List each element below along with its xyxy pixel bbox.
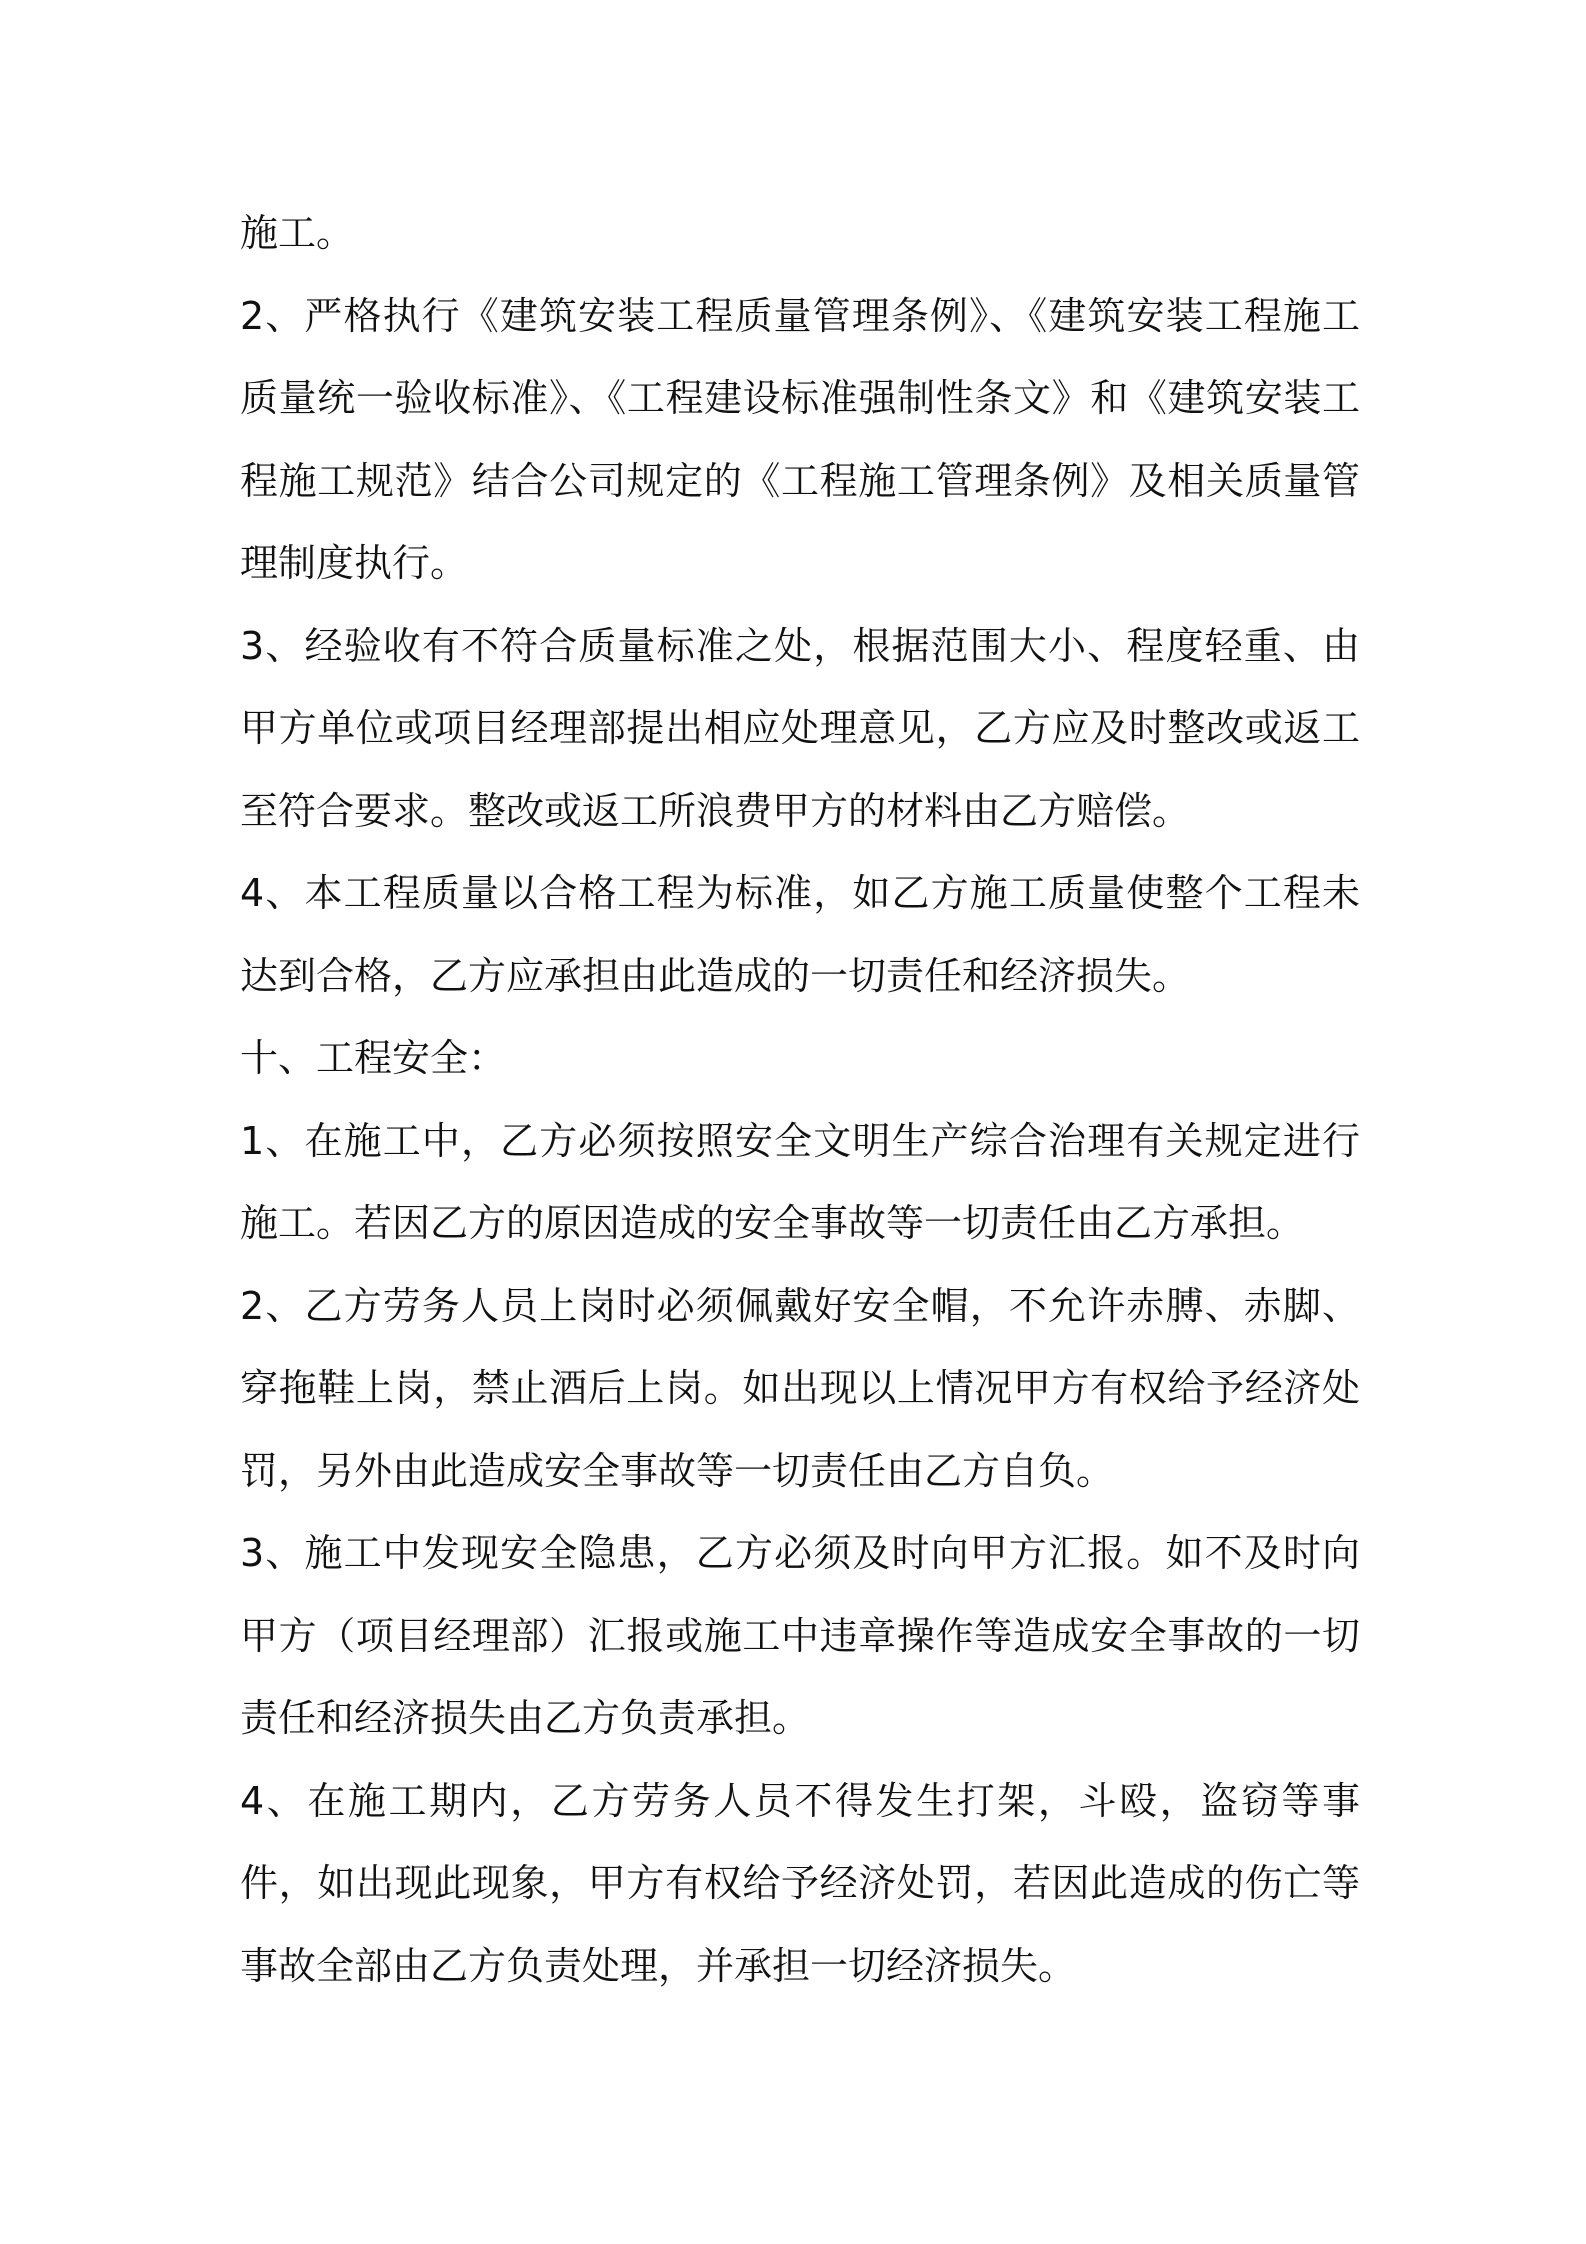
paragraph-safety-compliance: 1、在施工中，乙方必须按照安全文明生产综合治理有关规定进行施工。若因乙方的原因造成的安全事故等一切责任由乙方承担。 [240, 1118, 1360, 1245]
paragraph-quality-standards: 2、严格执行《建筑安装工程质量管理条例》、《建筑安装工程施工质量统一验收标准》、《工程建设标准强制性条文》和《建筑安装工程施工规范》结合公司规定的《工程施工管理条例》及相关质量管理制度执行。 [240, 293, 1360, 585]
section-heading-safety: 十、工程安全： [240, 1036, 507, 1080]
paragraph-safety-hazard-report: 3、施工中发现安全隐患，乙方必须及时向甲方汇报。如不及时向甲方（项目经理部）汇报或施工中违章操作等造成安全事故的一切责任和经济损失由乙方负责承担。 [240, 1531, 1360, 1740]
document-body [240, 192, 1360, 2007]
paragraph-construction-continued: 施工。 [240, 211, 355, 255]
paragraph-quality-rectification: 3、经验收有不符合质量标准之处，根据范围大小、程度轻重、由甲方单位或项目经理部提出相应处理意见，乙方应及时整改或返工至符合要求。整改或返工所浪费甲方的材料由乙方赔偿。 [240, 623, 1360, 833]
paragraph-safety-helmet: 2、乙方劳务人员上岗时必须佩戴好安全帽，不允许赤膊、赤脚、穿拖鞋上岗，禁止酒后上岗。如出现以上情况甲方有权给予经济处罚，另外由此造成安全事故等一切责任由乙方自负。 [240, 1283, 1360, 1493]
paragraph-quality-qualified: 4、本工程质量以合格工程为标准，如乙方施工质量使整个工程未达到合格，乙方应承担由此造成的一切责任和经济损失。 [240, 871, 1360, 998]
paragraph-safety-conduct: 4、在施工期内，乙方劳务人员不得发生打架，斗殴，盗窃等事件，如出现此现象，甲方有权给予经济处罚，若因此造成的伤亡等事故全部由乙方负责处理，并承担一切经济损失。 [240, 1778, 1360, 1988]
